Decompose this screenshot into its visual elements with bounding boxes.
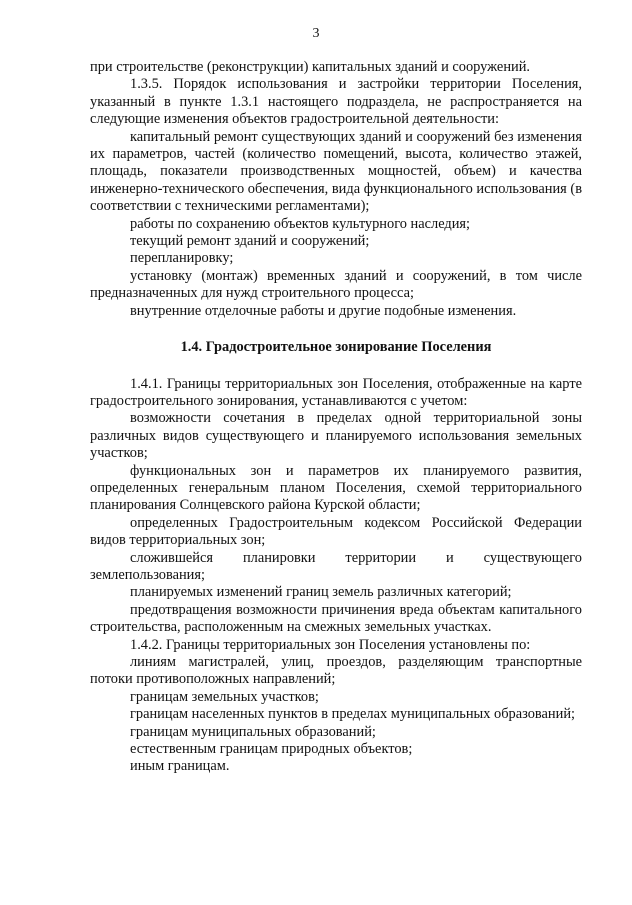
list-item-capital-repair: капитальный ремонт существующих зданий и сооружений без изменения их параметров, частей (количество помещений, высота, количество этажей, площадь, показатели производственных мощностей, объем) и качества инженерно-технического обеспечения, вида функционального использования (в соответствии с техническими регламентами);: [90, 128, 582, 215]
list-item-municipalities: границам муниципальных образований;: [130, 723, 376, 740]
paragraph-1-3-5: 1.3.5. Порядок использования и застройки территории Поселения, указанный в пункте 1.3.1 настоящего подраздела, не распространяется на следующие изменения объектов градостроительной деятельности:: [90, 76, 582, 128]
list-item-highways: линиям магистралей, улиц, проездов, разделяющим транспортные потоки противоположных направлений;: [90, 654, 582, 688]
list-item-existing-layout: сложившейся планировки территории и существующего землепользования;: [90, 549, 582, 583]
page-number: 3: [312, 26, 320, 41]
list-item-harm-prevention: предотвращения возможности причинения вреда объектам капитального строительства, расположенным на смежных земельных участках.: [90, 601, 582, 636]
paragraph-continuation: при строительстве (реконструкции) капитальных зданий и сооружений.: [90, 59, 531, 75]
list-item-temporary-buildings: установку (монтаж) временных зданий и сооружений, в том числе предназначенных для нужд строительного процесса;: [90, 267, 582, 302]
document-body: [90, 59, 582, 776]
list-item-interior-finishing: внутренние отделочные работы и другие подобные изменения.: [130, 302, 517, 319]
list-item-functional-zones: функциональных зон и параметров их планируемого развития, определенных генеральным планом Поселения, схемой территориального планирования Солнцевского района Курской области;: [90, 462, 582, 514]
paragraph-1-4-1: 1.4.1. Границы территориальных зон Поселения, отображенные на карте градостроительного зонирования, устанавливаются с учетом:: [90, 375, 582, 409]
list-item-combination-possibility: возможности сочетания в пределах одной территориальной зоны различных видов существующего и планируемого использования земельных участков;: [90, 410, 582, 462]
list-item-cultural-heritage: работы по сохранению объектов культурного наследия;: [130, 215, 471, 232]
list-item-land-boundaries-changes: планируемых изменений границ земель различных категорий;: [130, 584, 512, 601]
paragraph-1-4-2: 1.4.2. Границы территориальных зон Поселения установлены по:: [130, 636, 531, 653]
section-heading: 1.4. Градостроительное зонирование Поселения: [180, 339, 492, 356]
list-item-other-boundaries: иным границам.: [130, 758, 230, 775]
list-item-current-repair: текущий ремонт зданий и сооружений;: [130, 233, 370, 250]
list-item-settlements: границам населенных пунктов в пределах муниципальных образований;: [130, 706, 576, 723]
list-item-land-plots: границам земельных участков;: [130, 688, 319, 705]
list-item-natural-objects: естественным границам природных объектов;: [130, 741, 413, 758]
list-item-replanning: перепланировку;: [130, 250, 234, 267]
list-item-zone-types: определенных Градостроительным кодексом Российской Федерации видов территориальных зон;: [90, 514, 582, 549]
